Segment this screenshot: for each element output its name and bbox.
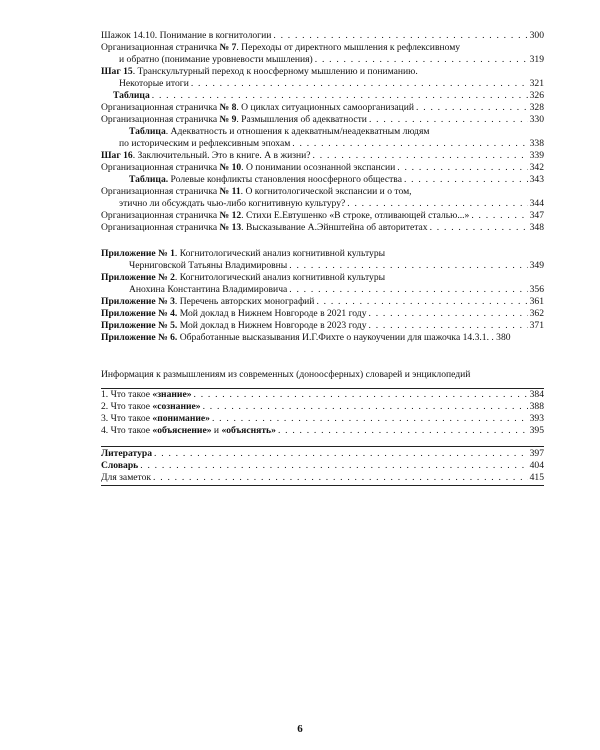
appendix-entry: Приложение № 6. Обработанные высказывания И.Г.Фихте о наукоучении для шажочка 14.3.1. . 380 xyxy=(101,332,511,343)
toc-entry: Организационная страничка № 9. Размышления об адекватности . . . 330 xyxy=(101,114,544,126)
toc-entry: Таблица. Ролевые конфликты становления ноосферного общества . . . 343 xyxy=(101,174,544,186)
page-number: 6 xyxy=(297,723,303,735)
toc-entry: Организационная страничка № 7. Переходы от директного мышления к рефлексивному xyxy=(101,42,461,53)
toc-entry: Организационная страничка № 12. Стихи Е.Евтушенко «В строке, отливающей сталью...» . . . 347 xyxy=(101,210,544,222)
toc-entry: Организационная страничка № 10. О понимании осознанной экспансии . . . 342 xyxy=(101,162,544,174)
toc-entry-page: 300 xyxy=(529,30,544,41)
toc-entry xyxy=(101,30,544,42)
question-entry: 1. Что такое «знание» . . . 384 xyxy=(101,389,544,401)
appendix-entry: Приложение № 5. Мой доклад в Нижнем Новгороде в 2023 году . . . 371 xyxy=(101,320,544,332)
appendix-entry: Приложение № 2. Когнитологический анализ когнитивной культуры xyxy=(101,272,386,283)
toc-entry: Таблица . . . 326 xyxy=(101,90,544,102)
toc-entry: по историческим и рефлексивным эпохам . . . 338 xyxy=(101,138,544,150)
appendix-entry: Приложение № 1. Когнитологический анализ когнитивной культуры xyxy=(101,248,386,259)
back-matter-block xyxy=(101,446,544,486)
questions-block xyxy=(101,388,544,437)
toc-entry: и обратно (понимание уровневости мышления) . . . 319 xyxy=(101,54,544,66)
appendix-entry: Черниговской Татьяны Владимировны . . . 349 xyxy=(101,260,544,272)
back-entry: Литература . . . 397 xyxy=(101,448,544,460)
toc-entry: Шаг 16. Заключительный. Это в книге. А в жизни? . . . 339 xyxy=(101,150,544,162)
question-entry: 4. Что такое «объяснение» и «объяснять» . . . 395 xyxy=(101,425,544,437)
question-entry: 2. Что такое «сознание» . . . 388 xyxy=(101,401,544,413)
back-entry: Словарь . . . 404 xyxy=(101,460,544,472)
toc-entry: этично ли обсуждать чью-либо когнитивную культуру? . . . 344 xyxy=(101,198,544,210)
toc-entry: Организационная страничка № 13. Высказывание А.Эйнштейна об авторитетах . . . 348 xyxy=(101,222,544,234)
appendix-entry: Анохина Константина Владимировича . . . 356 xyxy=(101,284,544,296)
toc-entry: Таблица. Адекватность и отношения к адекватным/неадекватным людям xyxy=(129,126,430,137)
table-of-contents xyxy=(101,30,544,344)
toc-entry: Некоторые итоги . . . 321 xyxy=(101,78,544,90)
question-entry: 3. Что такое «понимание» . . . 393 xyxy=(101,413,544,425)
appendix-entry: Приложение № 4. Мой доклад в Нижнем Новгороде в 2021 году . . . 362 xyxy=(101,308,544,320)
appendix-entry: Приложение № 3. Перечень авторских монографий . . . 361 xyxy=(101,296,544,308)
toc-entry: Организационная страничка № 8. О циклах ситуационных самоорганизаций . . . 328 xyxy=(101,102,544,114)
info-heading: Информация к размышлениям из современных (доноосферных) словарей и энциклопедий xyxy=(101,369,471,380)
back-entry: Для заметок . . . 415 xyxy=(101,472,544,484)
toc-entry: Шаг 15. Транскультурный переход к ноосферному мышлению и пониманию. xyxy=(101,66,418,77)
toc-entry-title: Шажок 14.10. Понимание в когнитологии xyxy=(101,30,272,41)
toc-entry: Организационная страничка № 11. О когнитологической экспансии и о том, xyxy=(101,186,412,197)
